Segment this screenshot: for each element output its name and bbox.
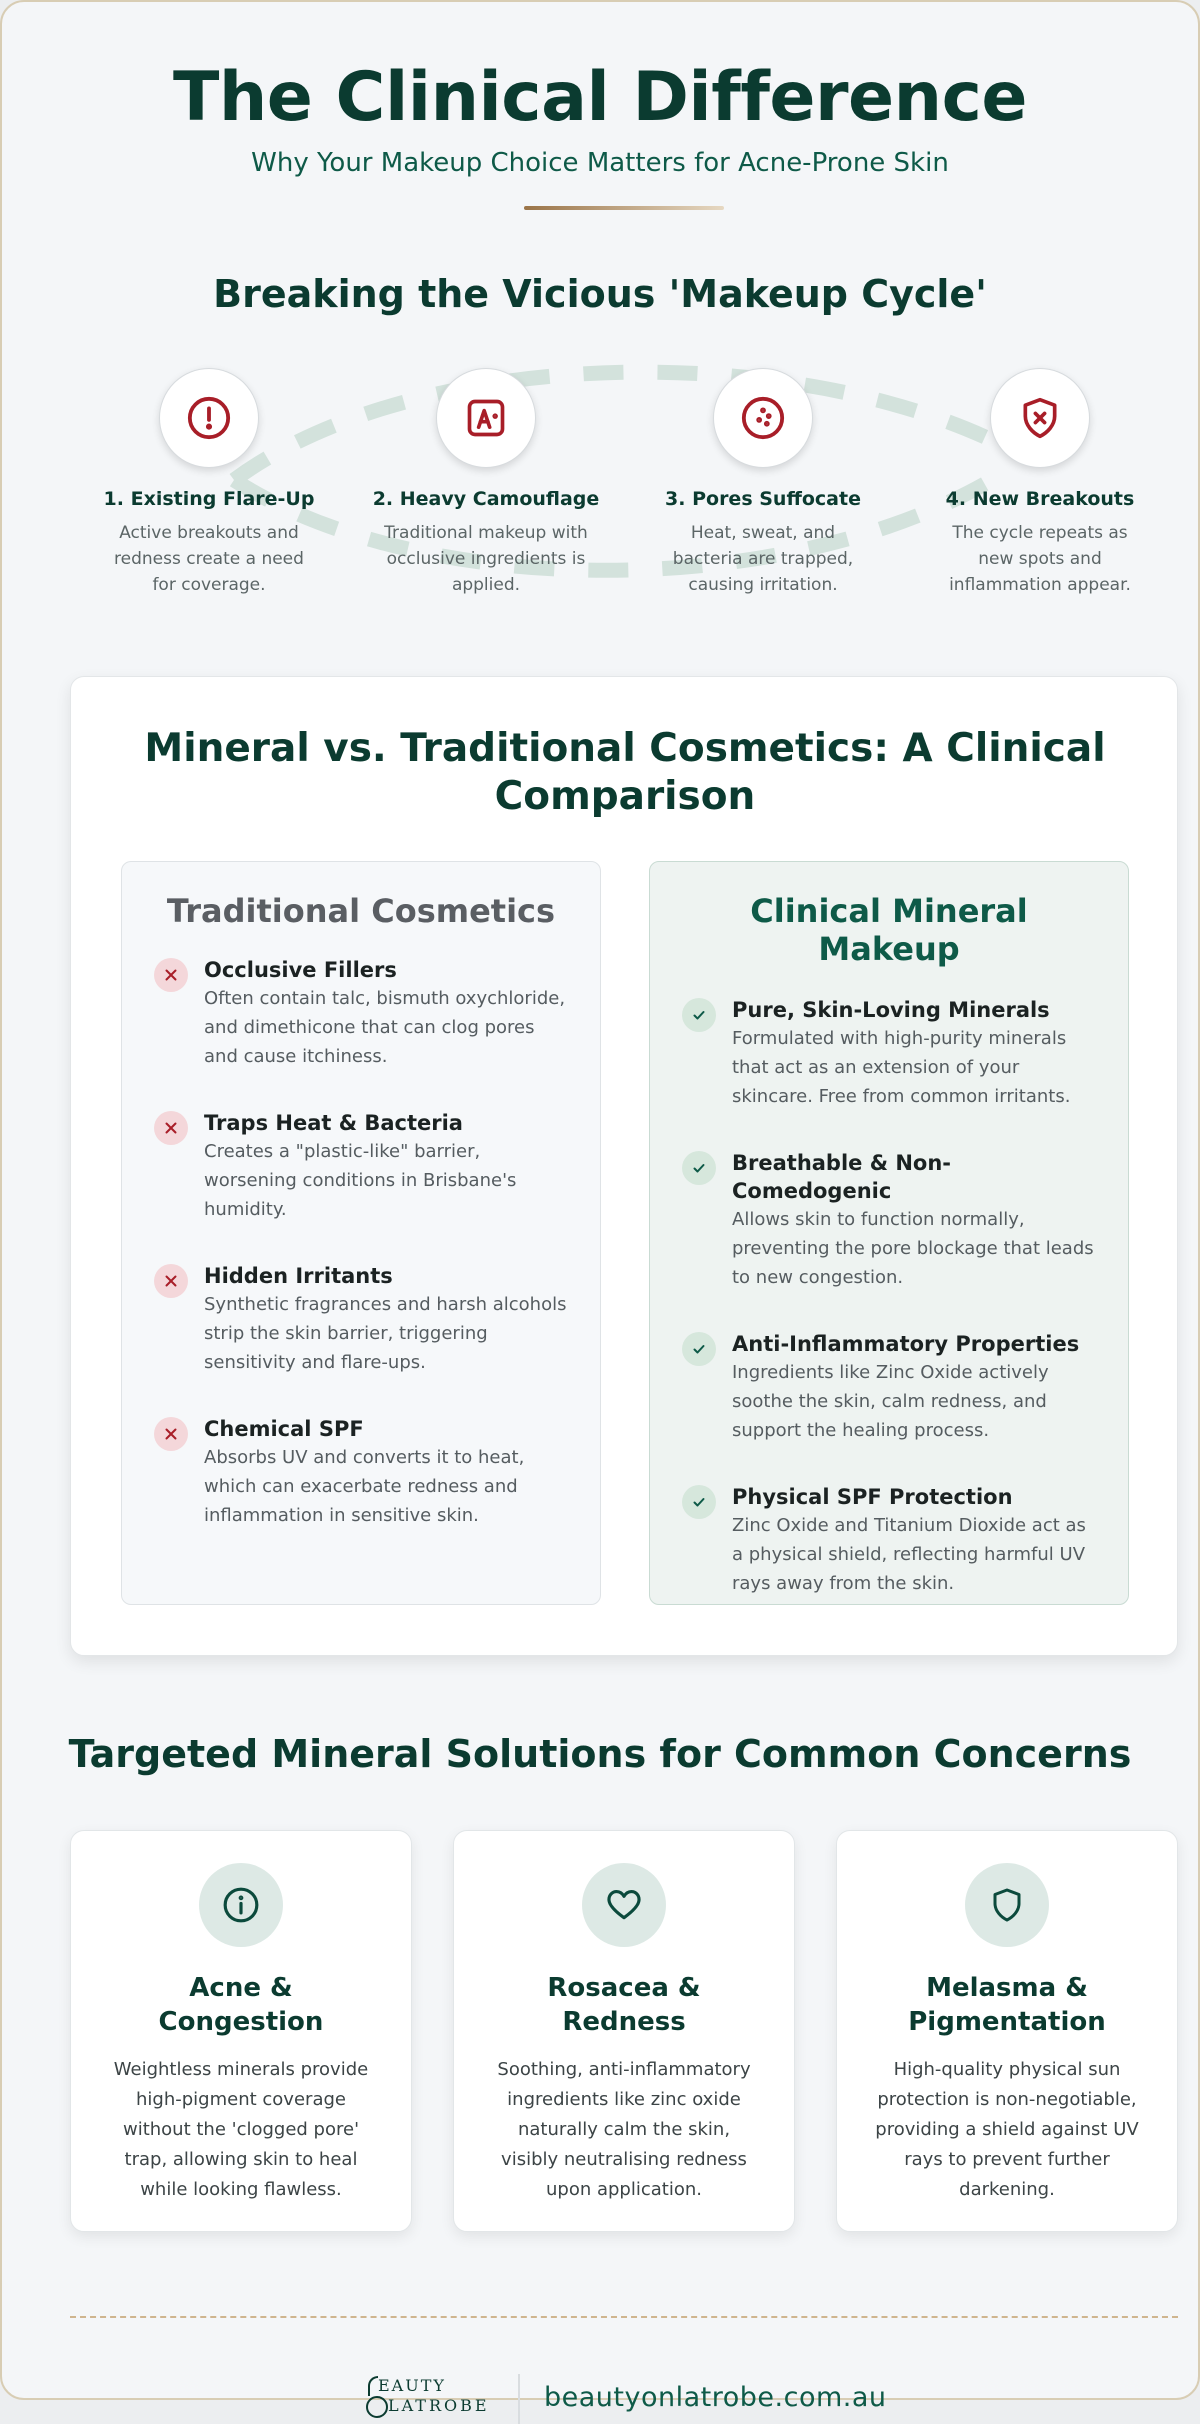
check-icon <box>682 998 716 1032</box>
alert-circle-icon <box>159 368 259 468</box>
solutions-section-title: Targeted Mineral Solutions for Common Concerns <box>68 1732 1132 1776</box>
x-icon <box>154 1111 188 1145</box>
list-item <box>650 1149 1128 1292</box>
cycle-step-2 <box>371 368 601 598</box>
item-desc: Ingredients like Zinc Oxide actively soothe the skin, calm redness, and support the healing process. <box>732 1362 1049 1441</box>
page-subtitle: Why Your Makeup Choice Matters for Acne-Prone Skin <box>251 148 949 178</box>
solution-card-rosacea <box>453 1830 795 2232</box>
solution-name: Rosacea & Redness <box>547 1973 701 2037</box>
item-title: Anti-Inflammatory Properties <box>732 1332 1080 1356</box>
traditional-column <box>121 861 601 1605</box>
cycle-section-title: Breaking the Vicious 'Makeup Cycle' <box>213 272 987 316</box>
check-icon <box>682 1151 716 1185</box>
cycle-step-desc: The cycle repeats as new spots and inflammation appear. <box>949 523 1131 595</box>
shield-x-icon <box>990 368 1090 468</box>
x-icon <box>154 958 188 992</box>
item-desc: Allows skin to function normally, preventing the pore blockage that leads to new congestion. <box>732 1209 1094 1288</box>
comparison-card <box>70 676 1178 1656</box>
website-link[interactable]: beautyonlatrobe.com.au <box>544 2382 887 2413</box>
solution-name: Melasma & Pigmentation <box>908 1973 1106 2037</box>
brand-logo <box>366 2372 496 2422</box>
item-desc: Formulated with high-purity minerals that act as an extension of your skincare. Free from common irritants. <box>732 1028 1071 1107</box>
solution-desc: High-quality physical sun protection is non-negotiable, providing a shield against UV rays to prevent further darkening. <box>875 2059 1139 2200</box>
item-title: Occlusive Fillers <box>204 958 397 982</box>
pore-circle-icon <box>713 368 813 468</box>
info-icon <box>199 1863 283 1947</box>
footer-separator <box>518 2374 520 2424</box>
item-desc: Absorbs UV and converts it to heat, which can exacerbate redness and inflammation in sensitive skin. <box>204 1447 525 1526</box>
solution-desc: Soothing, anti-inflammatory ingredients like zinc oxide naturally calm the skin, visibly neutralising redness upon application. <box>497 2059 751 2200</box>
check-icon <box>682 1332 716 1366</box>
check-icon <box>682 1485 716 1519</box>
solution-name: Acne & Congestion <box>158 1973 324 2037</box>
x-icon <box>154 1264 188 1298</box>
mineral-column <box>649 861 1129 1605</box>
item-desc: Often contain talc, bismuth oxychloride, and dimethicone that can clog pores and cause itchiness. <box>204 988 566 1067</box>
heart-icon <box>582 1863 666 1947</box>
makeup-square-icon <box>436 368 536 468</box>
cycle-step-4 <box>925 368 1155 598</box>
footer-divider-line <box>70 2316 1178 2318</box>
cycle-step-desc: Active breakouts and redness create a need for coverage. <box>114 523 304 595</box>
solution-desc: Weightless minerals provide high-pigment coverage without the 'clogged pore' trap, allowing skin to heal while looking flawless. <box>113 2059 369 2200</box>
cycle-step-desc: Traditional makeup with occlusive ingredients is applied. <box>384 523 588 595</box>
cycle-step-3 <box>648 368 878 598</box>
item-title: Chemical SPF <box>204 1417 364 1441</box>
cycle-step-title: 1. Existing Flare-Up <box>103 488 315 510</box>
list-item <box>650 1330 1128 1445</box>
item-title: Breathable & Non-Comedogenic <box>732 1151 952 1203</box>
list-item <box>122 956 600 1071</box>
item-title: Hidden Irritants <box>204 1264 393 1288</box>
comparison-title: Mineral vs. Traditional Cosmetics: A Clinical Comparison <box>144 726 1106 819</box>
item-title: Physical SPF Protection <box>732 1485 1013 1509</box>
cycle-step-title: 4. New Breakouts <box>945 488 1135 510</box>
cycle-step-title: 2. Heavy Camouflage <box>372 488 600 510</box>
list-item <box>122 1109 600 1224</box>
solution-card-acne <box>70 1830 412 2232</box>
logo-text-top: EAUTY <box>378 2376 446 2395</box>
x-icon <box>154 1417 188 1451</box>
mineral-heading: Clinical Mineral Makeup <box>750 892 1028 968</box>
cycle-step-title: 3. Pores Suffocate <box>665 488 861 510</box>
list-item <box>122 1415 600 1530</box>
shield-icon <box>965 1863 1049 1947</box>
cycle-step-desc: Heat, sweat, and bacteria are trapped, causing irritation. <box>672 523 854 595</box>
page-title: The Clinical Difference <box>172 58 1028 137</box>
list-item <box>650 1483 1128 1598</box>
item-desc: Synthetic fragrances and harsh alcohols strip the skin barrier, triggering sensitivity and flare-ups. <box>204 1294 567 1373</box>
item-desc: Zinc Oxide and Titanium Dioxide act as a physical shield, reflecting harmful UV rays away from the skin. <box>732 1515 1086 1594</box>
item-title: Traps Heat & Bacteria <box>204 1111 463 1135</box>
list-item <box>122 1262 600 1377</box>
traditional-heading: Traditional Cosmetics <box>166 892 556 930</box>
title-divider <box>524 206 724 210</box>
item-desc: Creates a "plastic-like" barrier, worsening conditions in Brisbane's humidity. <box>204 1141 517 1220</box>
solution-card-melasma <box>836 1830 1178 2232</box>
list-item <box>650 996 1128 1111</box>
item-title: Pure, Skin-Loving Minerals <box>732 998 1050 1022</box>
cycle-step-1 <box>94 368 324 598</box>
logo-text-bottom: LATROBE <box>388 2396 490 2415</box>
